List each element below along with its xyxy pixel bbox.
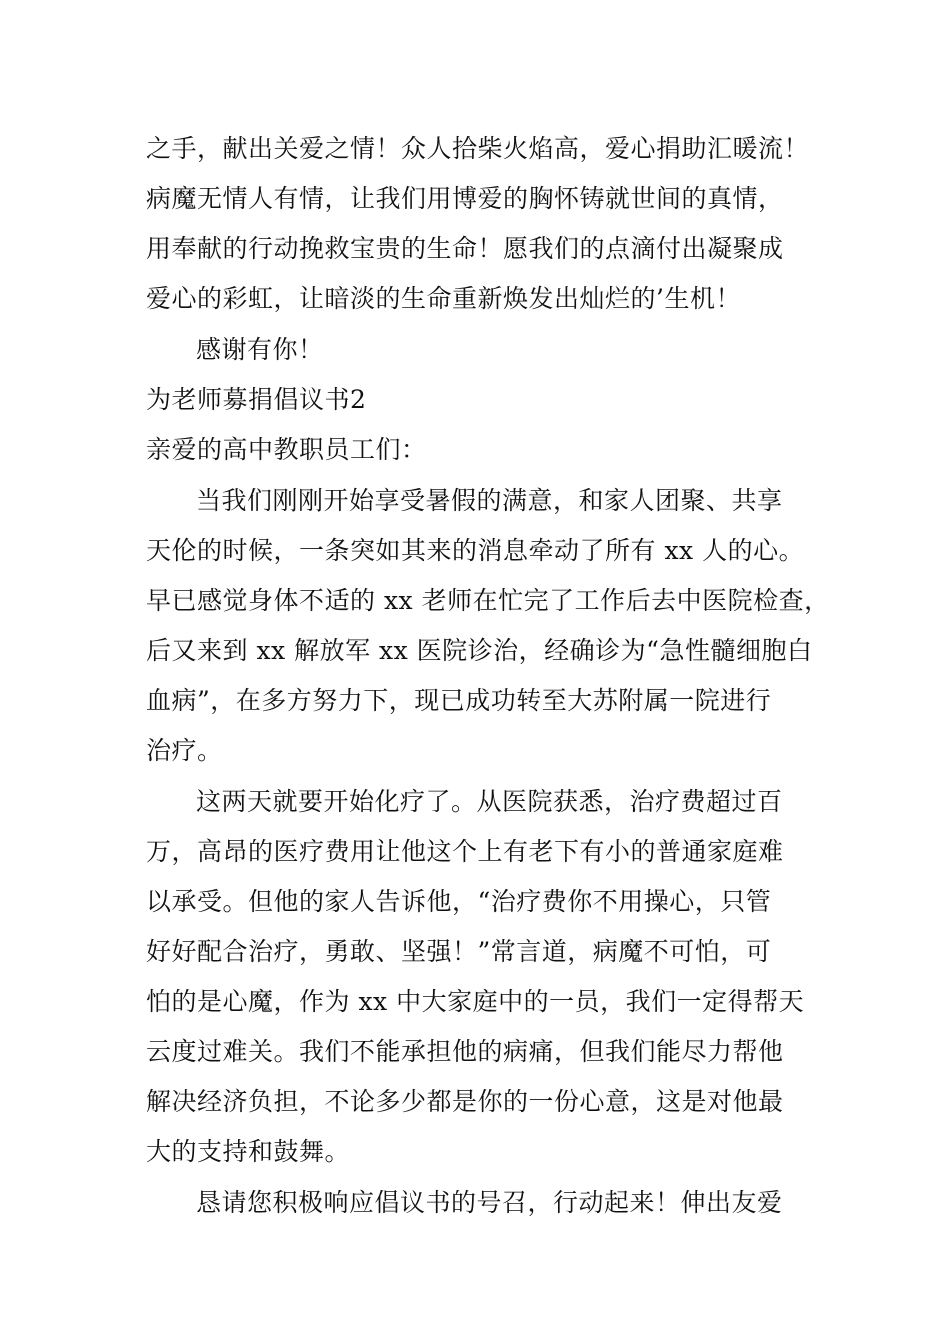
text-line: 后又来到 xx 解放军 xx 医院诊治，经确诊为“急性髓细胞白	[146, 636, 813, 665]
text-line: 爱心的彩虹，让暗淡的生命重新焕发出灿烂的’生机！	[146, 284, 741, 313]
text-line: 云度过难关。我们不能承担他的病痛，但我们能尽力帮他	[146, 1037, 784, 1066]
text-line: 早已感觉身体不适的 xx 老师在忙完了工作后去中医院检查，	[146, 586, 830, 615]
text-line: 好好配合治疗，勇敢、坚强！”常言道，病魔不可怕，可	[146, 937, 772, 966]
salutation: 亲爱的高中教职员工们：	[146, 435, 427, 464]
text-line: 病魔无情人有情，让我们用博爱的胸怀铸就世间的真情，	[146, 184, 784, 213]
text-line: 天伦的时候，一条突如其来的消息牵动了所有 xx 人的心。	[146, 536, 805, 565]
text-line: 之手，献出关爱之情！众人拾柴火焰高，爱心捐助汇暖流！	[146, 134, 810, 163]
text-line: 怕的是心魔，作为 xx 中大家庭中的一员，我们一定得帮天	[146, 987, 805, 1016]
text-line: 血病”，在多方努力下，现已成功转至大苏附属一院进行	[146, 686, 772, 715]
text-line: 这两天就要开始化疗了。从医院获悉，治疗费超过百	[196, 787, 783, 816]
text-line: 治疗。	[146, 736, 223, 765]
text-line: 解决经济负担，不论多少都是你的一份心意，这是对他最	[146, 1087, 784, 1116]
text-line: 感谢有你！	[196, 335, 324, 364]
text-line: 用奉献的行动挽救宝贵的生命！愿我们的点滴付出凝聚成	[146, 234, 784, 263]
text-line: 以承受。但他的家人告诉他，“治疗费你不用操心，只管	[146, 887, 772, 916]
text-line: 万，高昂的医疗费用让他这个上有老下有小的普通家庭难	[146, 837, 784, 866]
text-line: 大的支持和鼓舞。	[146, 1137, 351, 1166]
text-line: 当我们刚刚开始享受暑假的满意，和家人团聚、共享	[196, 486, 783, 515]
section-title: 为老师募捐倡议书2	[146, 385, 367, 414]
text-line: 恳请您积极响应倡议书的号召，行动起来！伸出友爱	[196, 1188, 783, 1217]
